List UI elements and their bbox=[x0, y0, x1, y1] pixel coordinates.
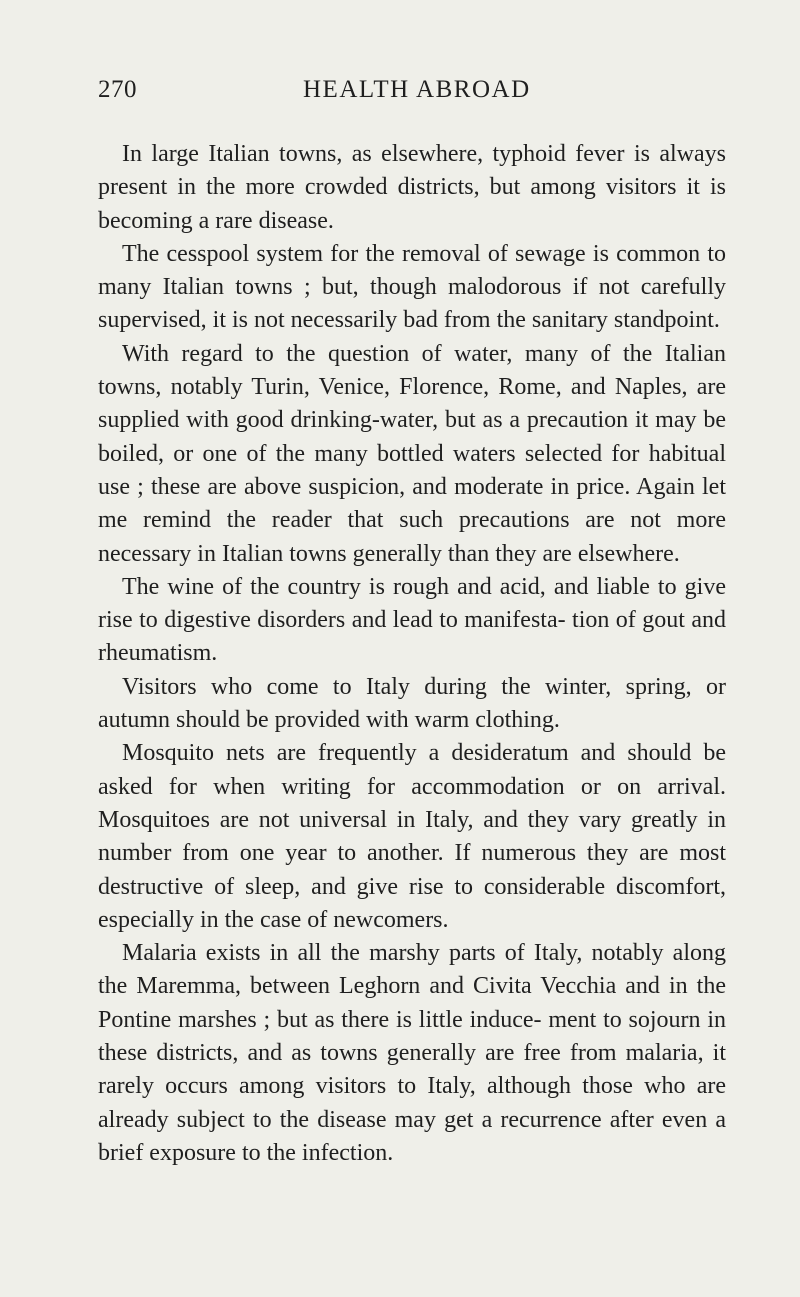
page-number: 270 bbox=[98, 76, 137, 103]
paragraph-mosquitoes: Mosquito nets are frequently a desideratum and should be asked for when writing for accommodation or on arrival. Mosquitoes are not universal in Italy, and they vary greatly in number from one year to another. If numerous they are most destructive of sleep, and give rise to considerable discomfort, especially in the case of newcomers. bbox=[98, 740, 726, 933]
paragraph-water: With regard to the question of water, many of the Italian towns, notably Turin, Venice, Florence, Rome, and Naples, are supplied with good drinking-water, but as a precaution it may be boiled, or one of the many bottled waters selected for habitual use ; these are above suspicion, and moderate in price. Again let me remind the reader that such precautions are not more necessary in Italian towns generally than they are elsewhere. bbox=[98, 340, 726, 567]
body-text bbox=[98, 138, 726, 1170]
running-head: HEALTH ABROAD bbox=[303, 76, 531, 103]
paragraph-wine: The wine of the country is rough and acid, and liable to give rise to digestive disorders and lead to manifesta- tion of gout and rheumatism. bbox=[98, 573, 726, 667]
paragraph-malaria: Malaria exists in all the marshy parts of Italy, notably along the Maremma, between Leghorn and Civita Vecchia and in the Pontine marshes ; but as there is little induce- ment to sojourn in these districts, and as towns generally are free from malaria, it rarely occurs among visitors to Italy, although those who are already subject to the disease may get a recurrence after even a brief exposure to the infection. bbox=[98, 940, 726, 1166]
page-header bbox=[98, 76, 728, 108]
paragraph-cesspool: The cesspool system for the removal of sewage is common to many Italian towns ; but, though malodorous if not carefully supervised, it is not necessarily bad from the sanitary standpoint. bbox=[98, 240, 726, 334]
paragraph-typhoid: In large Italian towns, as elsewhere, typhoid fever is always present in the more crowded districts, but among visitors it is becoming a rare disease. bbox=[98, 141, 726, 234]
paragraph-clothing: Visitors who come to Italy during the winter, spring, or autumn should be provided with warm clothing. bbox=[98, 673, 726, 734]
